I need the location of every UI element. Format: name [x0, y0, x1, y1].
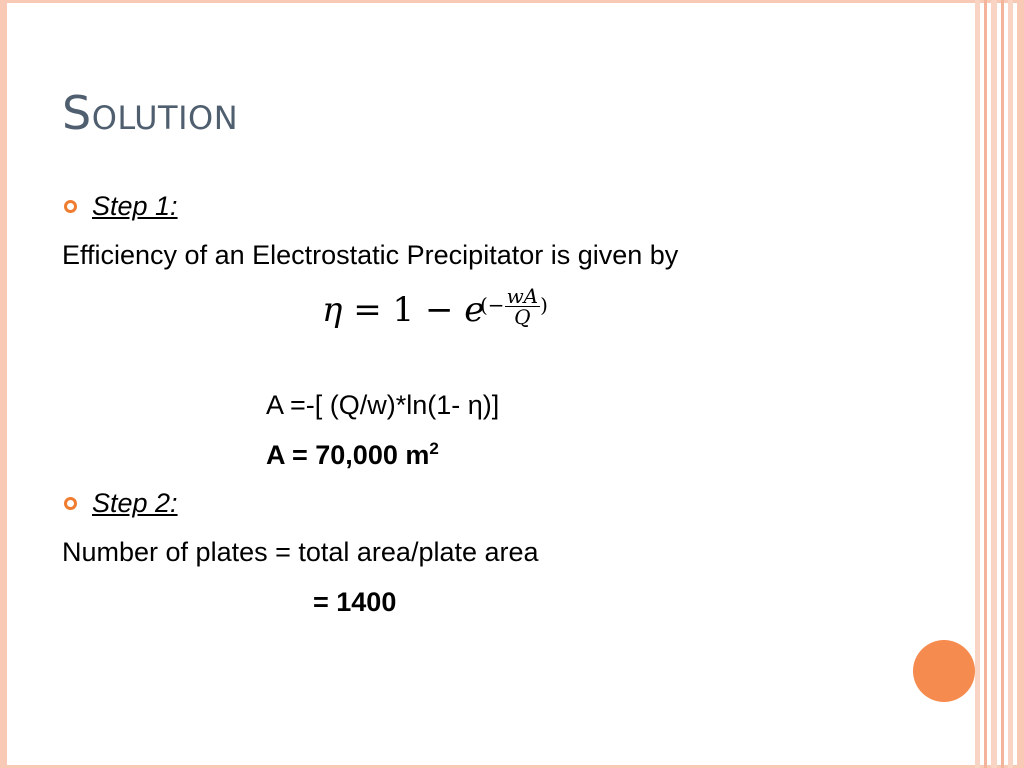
exponent-open: (−	[480, 293, 505, 317]
decor-stripe	[975, 0, 980, 768]
formula-equals: =	[353, 290, 382, 330]
efficiency-formula	[322, 284, 548, 330]
step2-text: Number of plates = total area/plate area	[62, 537, 539, 567]
formula-e: e	[464, 290, 485, 330]
exponent-close: )	[540, 293, 548, 317]
fraction-denominator: Q	[514, 305, 531, 329]
bullet-icon	[64, 497, 77, 510]
bullet-icon	[64, 200, 77, 213]
formula-exponent	[480, 286, 548, 327]
decor-stripe	[991, 0, 997, 768]
plates-result: = 1400	[313, 587, 397, 617]
slide-title: Solution	[62, 86, 239, 140]
area-result	[266, 439, 439, 471]
decor-circle	[913, 640, 975, 702]
step2-label: Step 2:	[92, 488, 178, 518]
frame-top-border	[0, 0, 1024, 3]
decor-stripe	[1017, 0, 1024, 768]
area-result-value: A = 70,000 m	[266, 440, 430, 470]
rearranged-equation: A =-[ (Q/w)*ln(1- η)]	[266, 390, 500, 420]
fraction-numerator: wA	[506, 284, 539, 308]
step1-label: Step 1:	[92, 191, 178, 221]
decor-stripe	[1001, 0, 1004, 768]
decor-stripe	[1008, 0, 1013, 768]
step1-intro: Efficiency of an Electrostatic Precipitator is given by	[62, 240, 679, 270]
formula-eta: η	[322, 290, 343, 330]
formula-one: 1	[392, 290, 415, 330]
frame-left-border	[0, 0, 7, 768]
decor-stripe	[984, 0, 987, 768]
exponent-fraction	[505, 286, 541, 327]
area-result-exponent: 2	[429, 439, 439, 458]
formula-minus: −	[424, 290, 454, 330]
